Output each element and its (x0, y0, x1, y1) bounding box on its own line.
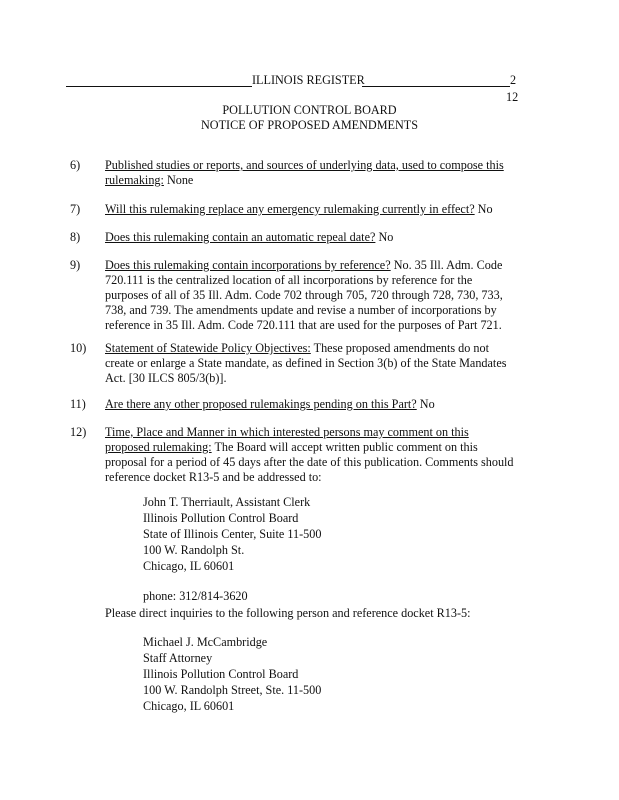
clerk-phone: phone: 312/814-3620 (143, 589, 248, 603)
item-number: 7) (70, 202, 81, 216)
item-heading: Does this rulemaking contain an automatic repeal date? (105, 230, 376, 244)
item-body: No (375, 230, 394, 244)
clerk-street: 100 W. Randolph St. (143, 543, 245, 557)
inquiries-text: Please direct inquiries to the following person and reference docket R13-5: (105, 606, 471, 620)
item-body: No. 35 Ill. Adm. Code 720.111 is the centralized location of all incorporations by reference for the purposes of all of 35 Ill. Adm. Code 702 through 705, 720 through 728, 730, 733, 738, and 739. The amendments update and revise a number of incorporations by reference in 35 Ill. Adm. Code 720.111 that are used for the purposes of Part 721. (105, 258, 503, 332)
item-number: 8) (70, 230, 81, 244)
item-text (105, 202, 515, 217)
volume-number-fragment: 12 (506, 90, 519, 104)
item-text (105, 230, 515, 245)
clerk-building: State of Illinois Center, Suite 11-500 (143, 527, 322, 541)
header-rule-right (362, 86, 510, 87)
item-number: 11) (70, 397, 86, 411)
item-text (105, 258, 515, 333)
notice-title: NOTICE OF PROPOSED AMENDMENTS (200, 118, 419, 132)
item-body: No (474, 202, 493, 216)
board-title: POLLUTION CONTROL BOARD (222, 103, 397, 117)
attorney-name: Michael J. McCambridge (143, 635, 268, 649)
item-heading: Does this rulemaking contain incorporations by reference? (105, 258, 391, 272)
item-number: 10) (70, 341, 87, 355)
item-number: 6) (70, 158, 81, 172)
item-body: None (163, 173, 194, 187)
item-body: The Board will accept written public comment on this proposal for a period of 45 days after the date of this publication. Comments should reference docket R13-5 and be addressed to: (105, 440, 514, 484)
clerk-address-block (143, 494, 473, 604)
item-heading: Published studies or reports, and sources of underlying data, used to compose this rulemaking: (105, 158, 504, 187)
attorney-address-block (143, 634, 473, 714)
item-number: 12) (70, 425, 87, 439)
item-heading: Statement of Statewide Policy Objectives: (105, 341, 311, 355)
item-body: These proposed amendments do not create or enlarge a State mandate, as defined in Section 3(b) of the State Mandates Act. [30 ILCS 805/3(b)]. (105, 341, 507, 385)
clerk-city: Chicago, IL 60601 (143, 559, 235, 573)
item-text (105, 397, 515, 412)
item-text (105, 425, 515, 485)
item-heading: Will this rulemaking replace any emergency rulemaking currently in effect? (105, 202, 475, 216)
item-text (105, 158, 515, 188)
register-title: ILLINOIS REGISTER (252, 73, 365, 87)
item-number: 9) (70, 258, 81, 272)
item-body: No (416, 397, 435, 411)
clerk-org: Illinois Pollution Control Board (143, 511, 299, 525)
attorney-org: Illinois Pollution Control Board (143, 667, 299, 681)
header-rule-left (66, 86, 252, 87)
item-heading: Time, Place and Manner in which interested persons may comment on this proposed rulemaking: (105, 425, 469, 454)
attorney-title: Staff Attorney (143, 651, 213, 665)
attorney-city: Chicago, IL 60601 (143, 699, 235, 713)
clerk-name: John T. Therriault, Assistant Clerk (143, 495, 311, 509)
page-number-fragment: 2 (510, 73, 517, 87)
item-heading: Are there any other proposed rulemakings pending on this Part? (105, 397, 417, 411)
item-text (105, 341, 515, 386)
attorney-street: 100 W. Randolph Street, Ste. 11-500 (143, 683, 322, 697)
